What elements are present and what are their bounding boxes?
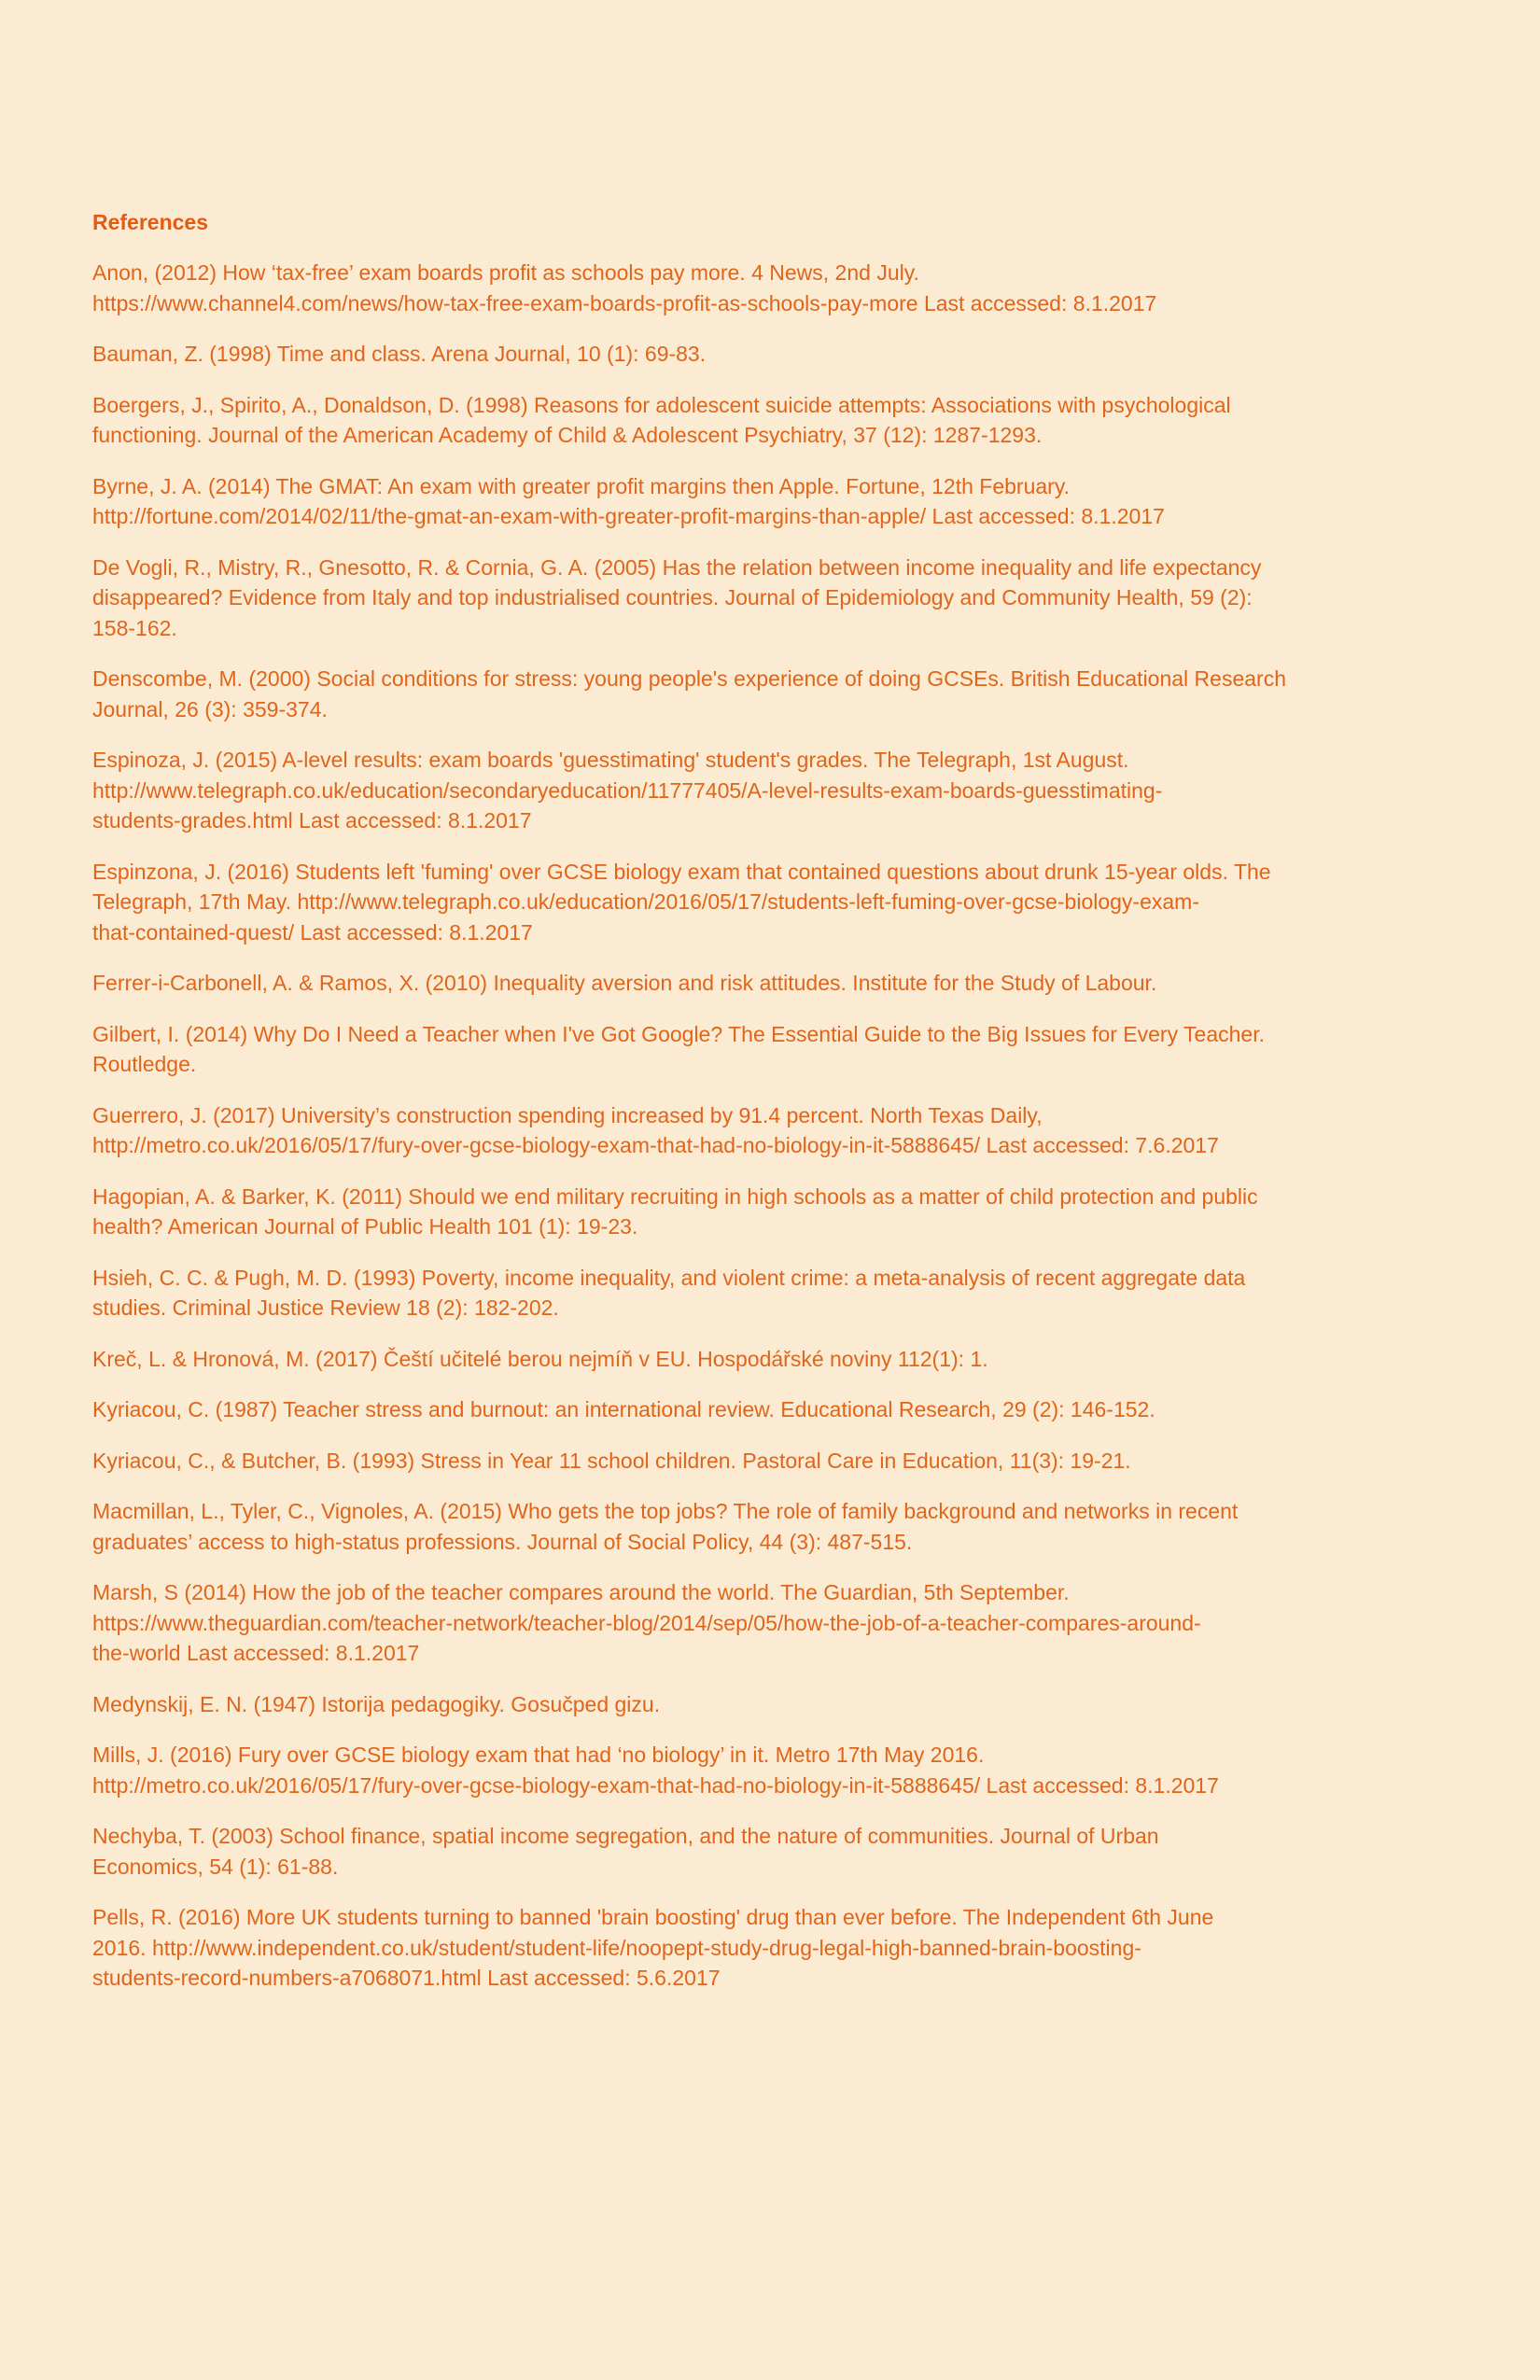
reference-entry: Macmillan, L., Tyler, C., Vignoles, A. (2015) Who gets the top jobs? The role of family background and networks in recent graduates’ access to high-status professions. Journal of Social Policy, 44 (3): 487-515. [92, 1499, 1239, 1554]
reference-entry: Espinzona, J. (2016) Students left 'fuming' over GCSE biology exam that contained questions about drunk 15-year olds. The Telegraph, 17th May. http://www.telegraph.co.uk/education/2016/05/17/students-left-fuming-over-gcse-biology-exam- that-contained-quest/ Last accessed: 8.1.2017 [92, 859, 1271, 945]
reference-entry: Espinoza, J. (2015) A-level results: exam boards 'guesstimating' student's grades. The Telegraph, 1st August. http://www.telegraph.co.uk/education/secondaryeducation/11777405/A-level-results-exam-boards-guesstimating- students-grades.html Last accessed: 8.1.2017 [92, 748, 1163, 833]
reference-list [92, 258, 1391, 1994]
reference-entry: Denscombe, M. (2000) Social conditions for stress: young people's experience of doing GCSEs. British Educational Research Journal, 26 (3): 359-374. [92, 666, 1286, 721]
reference-entry: Hsieh, C. C. & Pugh, M. D. (1993) Poverty, income inequality, and violent crime: a meta-analysis of recent aggregate data studies. Criminal Justice Review 18 (2): 182-202. [92, 1265, 1246, 1320]
reference-entry: Boergers, J., Spirito, A., Donaldson, D. (1998) Reasons for adolescent suicide attempts: Associations with psychological functioning. Journal of the American Academy of Child & Adolescent Psychiatry, 37 (12): 1287-1293. [92, 392, 1231, 447]
reference-entry: Mills, J. (2016) Fury over GCSE biology exam that had ‘no biology’ in it. Metro 17th May 2016. http://metro.co.uk/2016/05/17/fury-over-gcse-biology-exam-that-had-no-biology-in-it-5888645/ Last accessed: 8.1.2017 [92, 1743, 1219, 1798]
references-heading: References [92, 210, 209, 234]
reference-entry: Kyriacou, C., & Butcher, B. (1993) Stress in Year 11 school children. Pastoral Care in Education, 11(3): 19-21. [92, 1448, 1131, 1473]
reference-entry: Pells, R. (2016) More UK students turning to banned 'brain boosting' drug than ever before. The Independent 6th June 2016. http://www.independent.co.uk/student/student-life/noopept-study-drug-legal-high-banned-brain-boosting- students-record-numbers-a7068071.html Last accessed: 5.6.2017 [92, 1905, 1214, 1990]
reference-entry: Bauman, Z. (1998) Time and class. Arena Journal, 10 (1): 69-83. [92, 342, 707, 366]
reference-entry: Hagopian, A. & Barker, K. (2011) Should we end military recruiting in high schools as a matter of child protection and public health? American Journal of Public Health 101 (1): 19-23. [92, 1183, 1258, 1239]
reference-entry: Anon, (2012) How ‘tax-free’ exam boards profit as schools pay more. 4 News, 2nd July. https://www.channel4.com/news/how-tax-free-exam-boards-profit-as-schools-pay-more Last accessed: 8.1.2017 [92, 260, 1157, 315]
reference-entry: De Vogli, R., Mistry, R., Gnesotto, R. & Cornia, G. A. (2005) Has the relation between income inequality and life expectancy disappeared? Evidence from Italy and top industrialised countries. Journal of Epidemiology and Community Health, 59 (2): 158-162. [92, 554, 1262, 640]
reference-entry: Marsh, S (2014) How the job of the teacher compares around the world. The Guardian, 5th September. https://www.theguardian.com/teacher-network/teacher-blog/2014/sep/05/how-the-job-of-a-teacher-compares-around- the-world Last accessed: 8.1.2017 [92, 1580, 1201, 1665]
reference-entry: Guerrero, J. (2017) University’s construction spending increased by 91.4 percent. North Texas Daily, http://metro.co.uk/2016/05/17/fury-over-gcse-biology-exam-that-had-no-biology-in-it-5888645/ Last accessed: 7.6.2017 [92, 1102, 1219, 1157]
reference-entry: Ferrer-i-Carbonell, A. & Ramos, X. (2010) Inequality aversion and risk attitudes. Institute for the Study of Labour. [92, 971, 1157, 995]
reference-entry: Gilbert, I. (2014) Why Do I Need a Teacher when I've Got Google? The Essential Guide to the Big Issues for Every Teacher. Routledge. [92, 1021, 1265, 1076]
reference-entry: Byrne, J. A. (2014) The GMAT: An exam with greater profit margins then Apple. Fortune, 12th February. http://fortune.com/2014/02/11/the-gmat-an-exam-with-greater-profit-margins-than-apple/ Last accessed: 8.1.2017 [92, 473, 1165, 528]
reference-entry: Nechyba, T. (2003) School finance, spatial income segregation, and the nature of communities. Journal of Urban Economics, 54 (1): 61-88. [92, 1824, 1159, 1879]
reference-entry: Medynskij, E. N. (1947) Istorija pedagogiky. Gosučped gizu. [92, 1691, 661, 1716]
reference-entry: Kreč, L. & Hronová, M. (2017) Čeští učitelé berou nejmíň v EU. Hospodářské noviny 112(1): 1. [92, 1346, 988, 1371]
reference-entry: Kyriacou, C. (1987) Teacher stress and burnout: an international review. Educational Research, 29 (2): 146-152. [92, 1397, 1155, 1421]
